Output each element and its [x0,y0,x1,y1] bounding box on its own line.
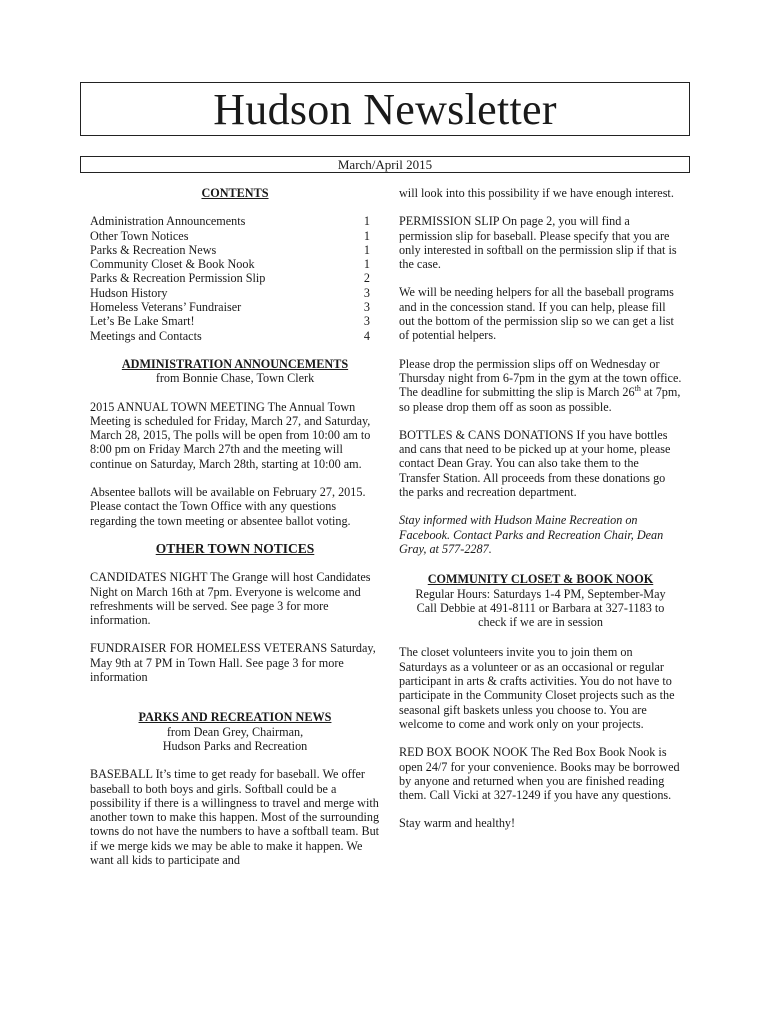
toc-label: Community Closet & Book Nook [90,257,255,272]
toc-label: Meetings and Contacts [90,328,202,343]
masthead [80,82,690,136]
permission-slip-paragraph: PERMISSION SLIP On page 2, you will find a permission slip for baseball. Please specify that you are only interested in softball on the permission slip if that is the case. [399,214,677,272]
toc-page: 1 [363,257,370,272]
parks-heading: PARKS AND RECREATION NEWS [138,710,332,725]
toc-page: 2 [363,271,370,286]
toc-label: Parks & Recreation News [90,242,217,257]
closing-line: Stay warm and healthy! [399,816,516,831]
toc-label: Administration Announcements [90,214,246,229]
left-column [90,186,380,881]
toc-page: 3 [363,314,370,329]
other-notices-section [90,542,380,684]
right-column [399,186,682,845]
facebook-paragraph: Stay informed with Hudson Maine Recreation on Facebook. Contact Parks and Recreation Chair, Dean Gray, at 577-2287. [399,513,664,556]
toc-label: Let’s Be Lake Smart! [90,314,195,329]
other-notices-paragraph: FUNDRAISER FOR HOMELESS VETERANS Saturday, May 9th at 7 PM in Town Hall. See page 3 for more information [90,641,376,685]
admin-paragraph: 2015 ANNUAL TOWN MEETING The Annual Town Meeting is scheduled for Friday, March 27, and Saturday, March 28, 2015, The polls will be open from 10:00 am to 8:00 pm on Friday March 27th and the meeting will continue on Saturday, March 28th, starting at 10:00 am. [90,399,371,471]
admin-paragraph: Absentee ballots will be available on February 27, 2015. Please contact the Town Office with any questions regarding the town meeting or absentee ballot voting. [90,485,366,528]
issue-date: March/April 2015 [337,157,433,172]
closet-session: check if we are in session [478,615,603,630]
contents-list [90,214,380,343]
toc-page: 1 [363,214,370,229]
other-notices-paragraph: CANDIDATES NIGHT The Grange will host Candidates Night on March 16th at 7pm. Everyone is welcome and refreshments will be served. See page 3 for more information. [90,570,371,628]
toc-label: Hudson History [90,285,168,300]
toc-page: 3 [363,285,370,300]
closet-section [399,572,682,830]
admin-heading: ADMINISTRATION ANNOUNCEMENTS [121,356,349,371]
toc-page: 4 [363,328,370,343]
toc-item [90,271,380,285]
admin-byline: from Bonnie Chase, Town Clerk [155,371,315,386]
baseball-paragraph: BASEBALL It’s time to get ready for baseball. We offer baseball to both boys and girls. Softball could be a possibility if there is a willingness to travel and merge with another town to make this happen. Most of the surrounding towns do not have the numbers to have a softball team. But if we merge kids we may be able to make it happen. We want all kids to participate and [90,767,380,867]
toc-label: Parks & Recreation Permission Slip [90,271,266,286]
toc-label: Other Town Notices [90,228,189,243]
contents-heading: CONTENTS [201,186,269,200]
parks-byline: Hudson Parks and Recreation [162,738,308,753]
parks-section [90,710,380,867]
book-nook-paragraph: RED BOX BOOK NOOK The Red Box Book Nook is open 24/7 for your convenience. Books may be borrowed by anyone and returned when you are finished reading them. Call Vicki at 327-1249 if you have any questions. [399,745,680,803]
toc-page: 1 [363,242,370,257]
drop-off-paragraph: Please drop the permission slips off on Wednesday or Thursday night from 6-7pm in the gym at the town office. The deadline for submitting the slip is March 26th at 7pm, so please drop them off as soon as possible. [399,356,682,414]
newsletter-title: Hudson Newsletter [213,85,557,134]
baseball-paragraph-continued: will look into this possibility if we have enough interest. [399,186,674,200]
closet-hours: Regular Hours: Saturdays 1-4 PM, September-May [415,586,666,601]
toc-item [90,329,380,343]
toc-label: Homeless Veterans’ Fundraiser [90,300,242,315]
toc-item [90,243,380,257]
other-notices-heading: OTHER TOWN NOTICES [155,540,315,556]
toc-item [90,286,380,300]
helpers-paragraph: We will be needing helpers for all the baseball programs and in the concession stand. If you can help, please fill out the bottom of the permission slip so we can get a list of potential helpers. [399,285,674,343]
toc-page: 1 [363,228,370,243]
toc-item [90,314,380,328]
admin-section [90,357,380,528]
toc-item [90,214,380,228]
toc-item [90,300,380,314]
closet-heading: COMMUNITY CLOSET & BOOK NOOK [427,572,654,587]
toc-item [90,229,380,243]
parks-byline: from Dean Grey, Chairman, [166,724,304,739]
contents-section [90,186,380,343]
closet-paragraph: The closet volunteers invite you to join them on Saturdays as a volunteer or as an occasional or regular participant in arts & crafts activities. You do not have to participate in the Community Closet projects such as the seasonal gift baskets unless you choose to. You are welcome to come and work only on your projects. [399,645,675,731]
issue-date-bar [80,156,690,173]
closet-contact: Call Debbie at 491-8111 or Barbara at 327-1183 to [416,600,665,615]
toc-page: 3 [363,300,370,315]
bottles-cans-paragraph: BOTTLES & CANS DONATIONS If you have bottles and cans that need to be picked up at your home, please contact Dean Gray. You can also take them to the Transfer Station. All proceeds from these donations go the parks and recreation department. [399,427,671,500]
toc-item [90,257,380,271]
